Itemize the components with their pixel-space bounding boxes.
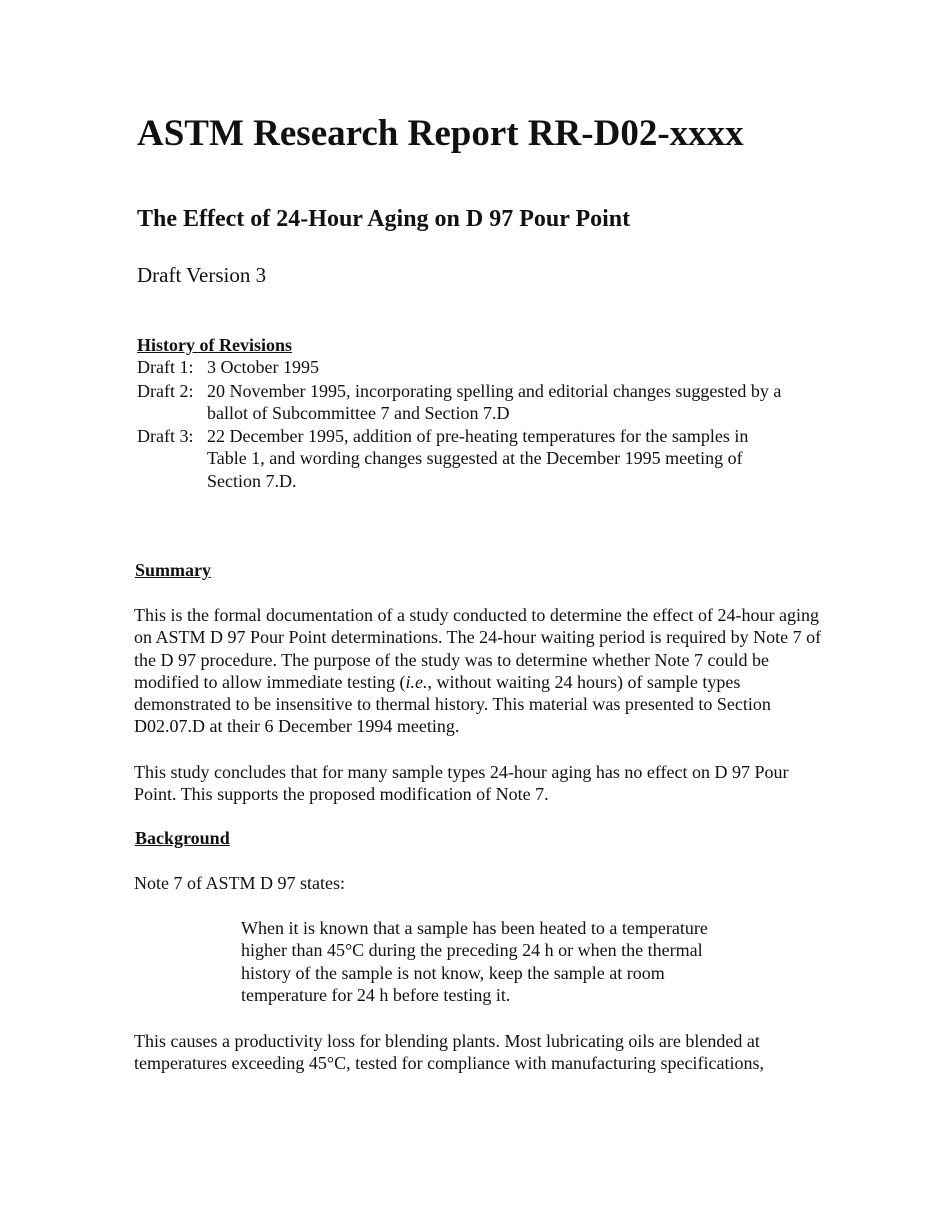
revision-text: 3 October 1995 [207,357,319,377]
revision-text: 22 December 1995, addition of pre-heating temperatures for the samples in Table 1, and wording changes suggested at the December 1995 meeting of Section 7.D. [207,426,749,491]
revision-label: Draft 2: [137,381,194,401]
revision-label: Draft 3: [137,426,194,446]
report-subtitle: The Effect of 24-Hour Aging on D 97 Pour Point [137,206,631,232]
revision-label: Draft 1: [137,357,194,377]
background-heading: Background [135,828,230,848]
revision-text: 20 November 1995, incorporating spelling and editorial changes suggested by a ballot of Subcommittee 7 and Section 7.D [207,381,782,424]
summary-p1-pre: This is the formal documentation of a study conducted to determine the effect of 24-hour aging on ASTM D 97 Pour Point determinations. The 24-hour waiting period is required by Note 7 of the D 97 procedure. The purpose of the study was to determine whether Note 7 could be modified to allow immediate testing ( [134,605,822,692]
background-paragraph-1: This causes a productivity loss for blending plants. Most lubricating oils are blended at temperatures exceeding 45°C, tested for compliance with manufacturing specifications, [134,1031,764,1074]
summary-p1-post: , without waiting 24 hours) of sample types demonstrated to be insensitive to thermal history. This material was presented to Section D02.07.D at their 6 December 1994 meeting. [134,671,771,737]
revisions-heading: History of Revisions [137,335,292,355]
draft-version: Draft Version 3 [137,263,267,287]
summary-p1-ie: i.e. [405,671,428,692]
note-7-quote: When it is known that a sample has been heated to a temperature higher than 45°C during the preceding 24 h or when the thermal history of the sample is not know, keep the sample at room temperature for 24 h before testing it. [241,918,708,1005]
summary-paragraph-1 [134,604,824,738]
summary-heading: Summary [135,560,211,580]
background-intro: Note 7 of ASTM D 97 states: [134,873,345,893]
report-title: ASTM Research Report RR-D02-xxxx [137,113,744,154]
summary-paragraph-2: This study concludes that for many sample types 24-hour aging has no effect on D 97 Pour Point. This supports the proposed modification of Note 7. [134,762,789,805]
